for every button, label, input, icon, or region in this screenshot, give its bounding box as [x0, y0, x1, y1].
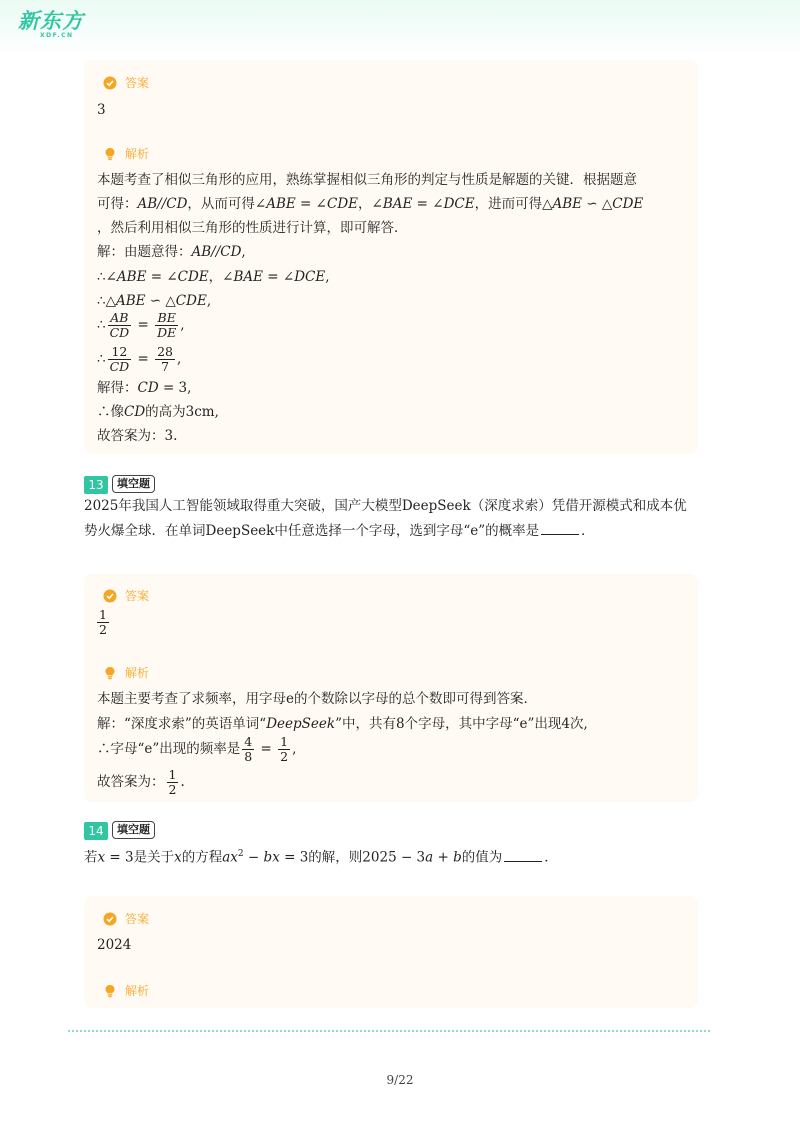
question-text: 若x = 3是关于x的方程$ax^2$ − bx = 3的解，则2025 − 3a + b的值为 ．: [84, 849, 558, 866]
logo: [18, 10, 84, 40]
analysis-tag: [103, 982, 149, 999]
answer-tag: [103, 910, 149, 927]
analysis-line: 本题考查了相似三角形的应用，熟练掌握相似三角形的判定与性质是解题的关键．根据题意: [97, 172, 637, 188]
answer-value: 3: [97, 102, 106, 118]
fraction: $\frac{BE}{DE}$: [157, 310, 177, 340]
answer-blank: [541, 522, 579, 535]
solution-line: ∴△ABE ∽ △CDE,: [97, 293, 212, 309]
answer-label: 答案: [125, 589, 150, 603]
question-text: 2025年我国人工智能领域取得重大突破，国产大模型DeepSeek（深度求索）凭借开源模式和成本优: [84, 498, 687, 514]
fraction: $\frac{1}{2}$: [168, 767, 177, 797]
answer-card-q14: [84, 896, 698, 1008]
lightbulb-icon: [103, 666, 117, 680]
question-type-badge: 填空题: [112, 821, 155, 839]
analysis-line: 本题主要考查了求频率，用字母e的个数除以字母的总个数即可得到答案．: [97, 691, 537, 707]
logo-subtext: XDF.CN: [40, 32, 74, 39]
fraction: $\frac{4}{8}$: [244, 734, 253, 764]
answer-blank: [504, 849, 542, 862]
answer-value: 2024: [97, 937, 132, 953]
check-badge-icon: [103, 589, 117, 603]
solution-line: ∴∠ABE = ∠CDE，∠BAE = ∠DCE,: [97, 269, 330, 285]
fraction: $\frac{1}{2}$: [99, 607, 107, 637]
solution-line: ∴ $\frac{AB}{CD}$ = $\frac{BE}{DE}$ ,: [97, 310, 185, 340]
solution-line: 解：由题意得：AB//CD,: [97, 244, 246, 260]
question-text: 势火爆全球．在单词DeepSeek中任意选择一个字母，选到字母“e”的概率是 ．: [84, 523, 595, 539]
answer-tag: [103, 587, 149, 604]
analysis-tag: [103, 664, 149, 681]
solution-line: ∴ $\frac{12}{CD}$ = $\frac{28}{7}$ ,: [97, 344, 182, 374]
check-badge-icon: [103, 912, 117, 926]
answer-label: 答案: [125, 76, 150, 90]
question-number: 13: [84, 476, 108, 494]
question-type-badge: 填空题: [112, 475, 155, 493]
solution-line: ∴字母“e”出现的频率是 $\frac{4}{8}$ = $\frac{1}{2}$ ,: [97, 734, 297, 764]
analysis-line: ，然后利用相似三角形的性质进行计算，即可解答．: [97, 220, 408, 236]
solution-line: 故答案为：3.: [97, 428, 178, 444]
analysis-label: 解析: [125, 147, 150, 161]
solution-line: 解得：CD = 3,: [97, 380, 192, 396]
fraction: $\frac{1}{2}$: [280, 734, 289, 764]
page-number: 9/22: [386, 1073, 414, 1087]
solution-line: 故答案为： $\frac{1}{2}$ .: [97, 767, 185, 797]
fraction: $\frac{12}{CD}$: [109, 344, 130, 374]
analysis-label: 解析: [125, 984, 150, 998]
answer-tag: [103, 74, 149, 91]
solution-line: 解：“深度求索”的英语单词“DeepSeek”中，共有8个字母，其中字母“e”出现4次,: [97, 716, 588, 732]
dotted-divider: [68, 1030, 710, 1032]
check-badge-icon: [103, 76, 117, 90]
analysis-label: 解析: [125, 666, 150, 680]
solution-line: ∴像CD的高为3cm,: [97, 404, 219, 420]
fraction: $\frac{AB}{CD}$: [109, 310, 130, 340]
question-number: 14: [84, 822, 108, 840]
analysis-line: 可得：AB//CD，从而可得∠ABE = ∠CDE，∠BAE = ∠DCE，进而可得△ABE ∽ △CDE: [97, 196, 644, 212]
answer-value: [97, 608, 109, 637]
answer-label: 答案: [125, 912, 150, 926]
logo-text: 新东方: [18, 9, 84, 33]
fraction: $\frac{28}{7}$: [157, 344, 173, 374]
lightbulb-icon: [103, 147, 117, 161]
analysis-tag: [103, 145, 149, 162]
lightbulb-icon: [103, 984, 117, 998]
header-band: [0, 0, 800, 58]
